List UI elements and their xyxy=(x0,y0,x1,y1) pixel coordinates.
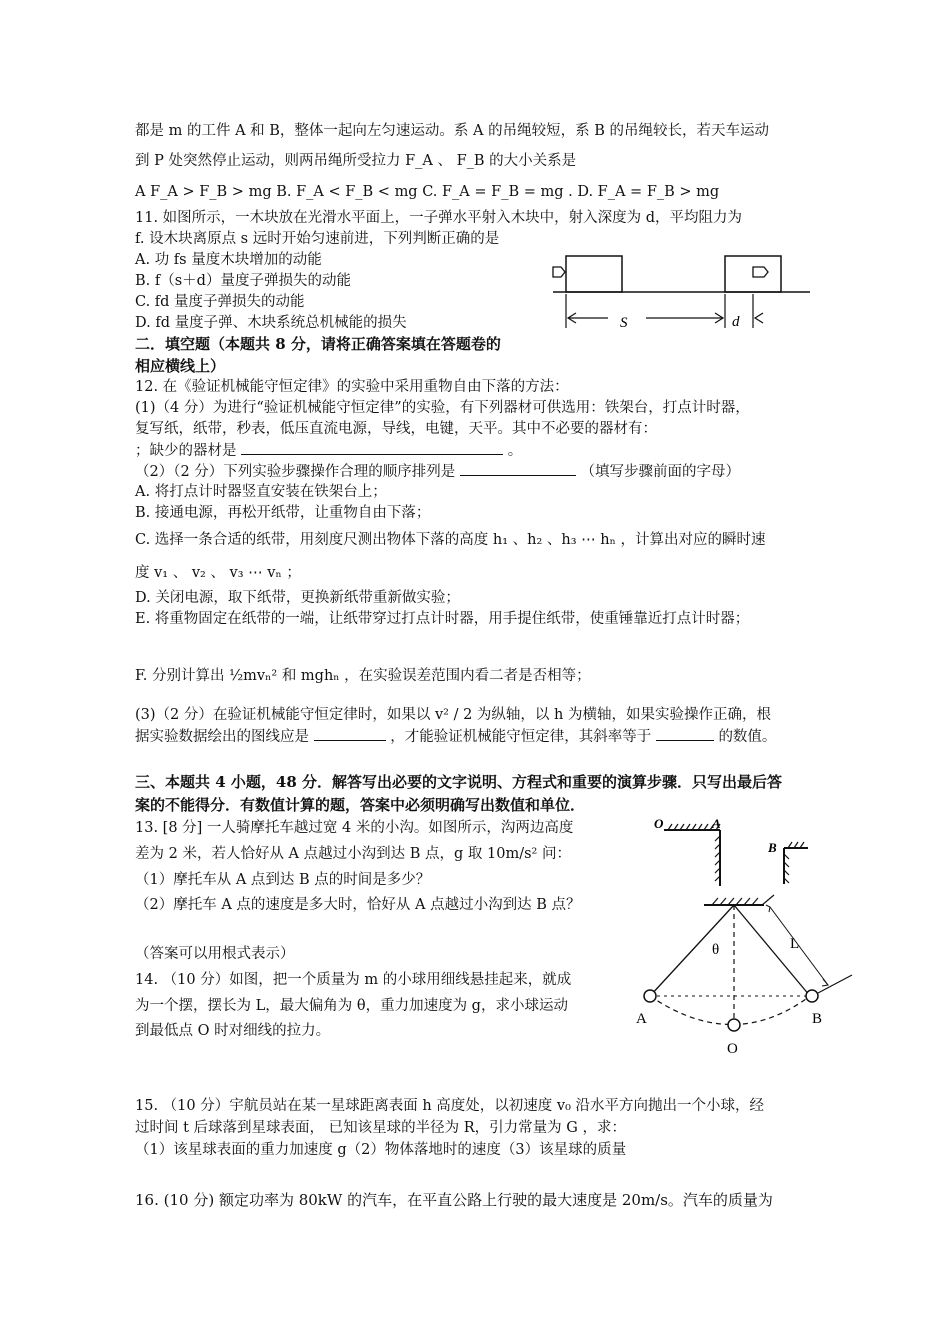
q13-note: （答案可以用根式表示） xyxy=(135,946,295,962)
q12-part1-line1: (1)（4 分）为进行“验证机械能守恒定律”的实验，有下列器材可供选用：铁架台，打点计时器， xyxy=(135,400,750,416)
q10-line2: 到 P 处突然停止运动，则两吊绳所受拉力 F_A 、 F_B 的大小关系是 xyxy=(135,153,577,169)
q11-bullet-block-figure xyxy=(548,250,818,335)
q15-line2: 过时间 t 后球落到星球表面， 已知该星球的半径为 R，引力常量为 G ，求： xyxy=(135,1120,626,1136)
q13-ditch-figure xyxy=(648,810,816,892)
label-L: L xyxy=(790,936,800,952)
answer-blank-slope[interactable] xyxy=(656,727,714,741)
q13-sub2: （2）摩托车 A 点的速度是多大时，恰好从 A 点越过小沟到达 B 点？ xyxy=(135,897,581,913)
label-B: B xyxy=(812,1011,823,1027)
q12-part1-line2: 复写纸，纸带，秒表，低压直流电源，导线，电键，天平。其中不必要的器材有： xyxy=(135,421,657,437)
label-b: B xyxy=(768,840,777,855)
answer-blank-step-order[interactable] xyxy=(460,462,576,476)
q15-line1: 15. （10 分）宇航员站在某一星球距离表面 h 高度处，以初速度 v₀ 沿水平方向抛出一个小球，经 xyxy=(135,1098,765,1114)
label-A: A xyxy=(636,1011,647,1027)
label-O: O xyxy=(727,1041,738,1055)
q12-step-e: E. 将重物固定在纸带的一端，让纸带穿过打点计时器，用手提住纸带，使重锤靠近打点计时器； xyxy=(135,611,750,627)
q12-intro: 12. 在《验证机械能守恒定律》的实验中采用重物自由下落的方法： xyxy=(135,379,569,395)
section3-heading-line2: 案的不能得分．有数值计算的题，答案中必须明确写出数值和单位． xyxy=(135,796,586,814)
q14-line1: 14. （10 分）如图，把一个质量为 m 的小球用细线悬挂起来，就成 xyxy=(135,972,572,988)
q11-option-b: B. f（s＋d）量度子弹损失的动能 xyxy=(135,273,351,289)
q12-part2: （2）（2 分）下列实验步骤操作合理的顺序排列是 （填写步骤前面的字母） xyxy=(135,464,741,480)
label-o: O xyxy=(654,816,664,831)
q12-part3-line2: 据实验数据绘出的图线应是 ，才能验证机械能守恒定律，其斜率等于 的数值。 xyxy=(135,729,777,745)
label-d: d xyxy=(732,314,740,330)
bullet-initial xyxy=(553,267,565,277)
label-theta: θ xyxy=(712,942,720,958)
q13-line1: 13. [8 分] 一人骑摩托车越过宽 4 米的小沟。如图所示，沟两边高度 xyxy=(135,820,574,836)
q13-sub1: （1）摩托车从 A 点到达 B 点的时间是多少？ xyxy=(135,872,431,888)
answer-blank-missing-equipment[interactable] xyxy=(241,441,503,455)
q12-step-d: D. 关闭电源，取下纸带，更换新纸带重新做实验； xyxy=(135,590,460,606)
ball-o xyxy=(728,1019,740,1031)
label-a: A xyxy=(712,816,721,831)
q12-step-f: F. 分别计算出 ½mvₙ² 和 mghₙ ，在实验误差范围内看二者是否相等； xyxy=(135,668,591,684)
bullet-final xyxy=(753,267,768,277)
q11-line1: 11. 如图所示，一木块放在光滑水平面上，一子弹水平射入木块中，射入深度为 d，平均阻力为 xyxy=(135,210,743,226)
q14-line2: 为一个摆，摆长为 L，最大偏角为 θ，重力加速度为 g，求小球运动 xyxy=(135,998,568,1014)
q12-part1-line3: ；缺少的器材是 。 xyxy=(135,443,523,459)
q14-pendulum-figure xyxy=(628,893,858,1055)
q16-line1: 16. (10 分) 额定功率为 80kW 的汽车，在平直公路上行驶的最大速度是 20m/s。汽车的质量为 xyxy=(135,1191,773,1209)
answer-blank-graph-shape[interactable] xyxy=(314,727,386,741)
q10-line1: 都是 m 的工件 A 和 B，整体一起向左匀速运动。系 A 的吊绳较短，系 B 的吊绳较长，若天车运动 xyxy=(135,123,769,139)
q11-option-d: D. fd 量度子弹、木块系统总机械能的损失 xyxy=(135,315,407,331)
q12-step-c-line2: 度 v₁ 、 v₂ 、 v₃ ⋯ vₙ ； xyxy=(135,565,301,581)
label-s: S xyxy=(620,315,628,331)
q12-step-b: B. 接通电源，再松开纸带，让重物自由下落； xyxy=(135,505,431,521)
q10-options: A F_A > F_B > mg B. F_A < F_B < mg C. F_A = F_B = mg . D. F_A = F_B > mg xyxy=(135,184,720,200)
q12-step-c-line1: C. 选择一条合适的纸带，用刻度尺测出物体下落的高度 h₁ 、h₂ 、h₃ ⋯ hₙ ，计算出对应的瞬时速 xyxy=(135,532,766,548)
ball-a xyxy=(644,990,656,1002)
section2-heading-line2: 相应横线上） xyxy=(135,357,226,375)
section2-heading-line1: 二．填空题（本题共 8 分，请将正确答案填在答题卷的 xyxy=(135,335,501,353)
q11-line2: f. 设木块离原点 s 远时开始匀速前进，下列判断正确的是 xyxy=(135,231,500,247)
q13-line2: 差为 2 米，若人恰好从 A 点越过小沟到达 B 点，g 取 10m/s² 问： xyxy=(135,846,571,862)
section3-heading-line1: 三、本题共 4 小题，48 分．解答写出必要的文字说明、方程式和重要的演算步骤．只写出最后答 xyxy=(135,773,782,791)
q11-option-a: A. 功 fs 量度木块增加的动能 xyxy=(135,252,322,268)
q12-part3-line1: (3)（2 分）在验证机械能守恒定律时，如果以 v² / 2 为纵轴，以 h 为横轴，如果实验操作正确，根 xyxy=(135,707,771,723)
q15-line3: （1）该星球表面的重力加速度 g（2）物体落地时的速度（3）该星球的质量 xyxy=(135,1142,627,1158)
q11-option-c: C. fd 量度子弹损失的动能 xyxy=(135,294,305,310)
block-initial xyxy=(566,256,622,292)
q14-line3: 到最低点 O 时对细线的拉力。 xyxy=(135,1023,331,1039)
ball-b xyxy=(806,990,818,1002)
q12-step-a: A. 将打点计时器竖直安装在铁架台上； xyxy=(135,484,387,500)
